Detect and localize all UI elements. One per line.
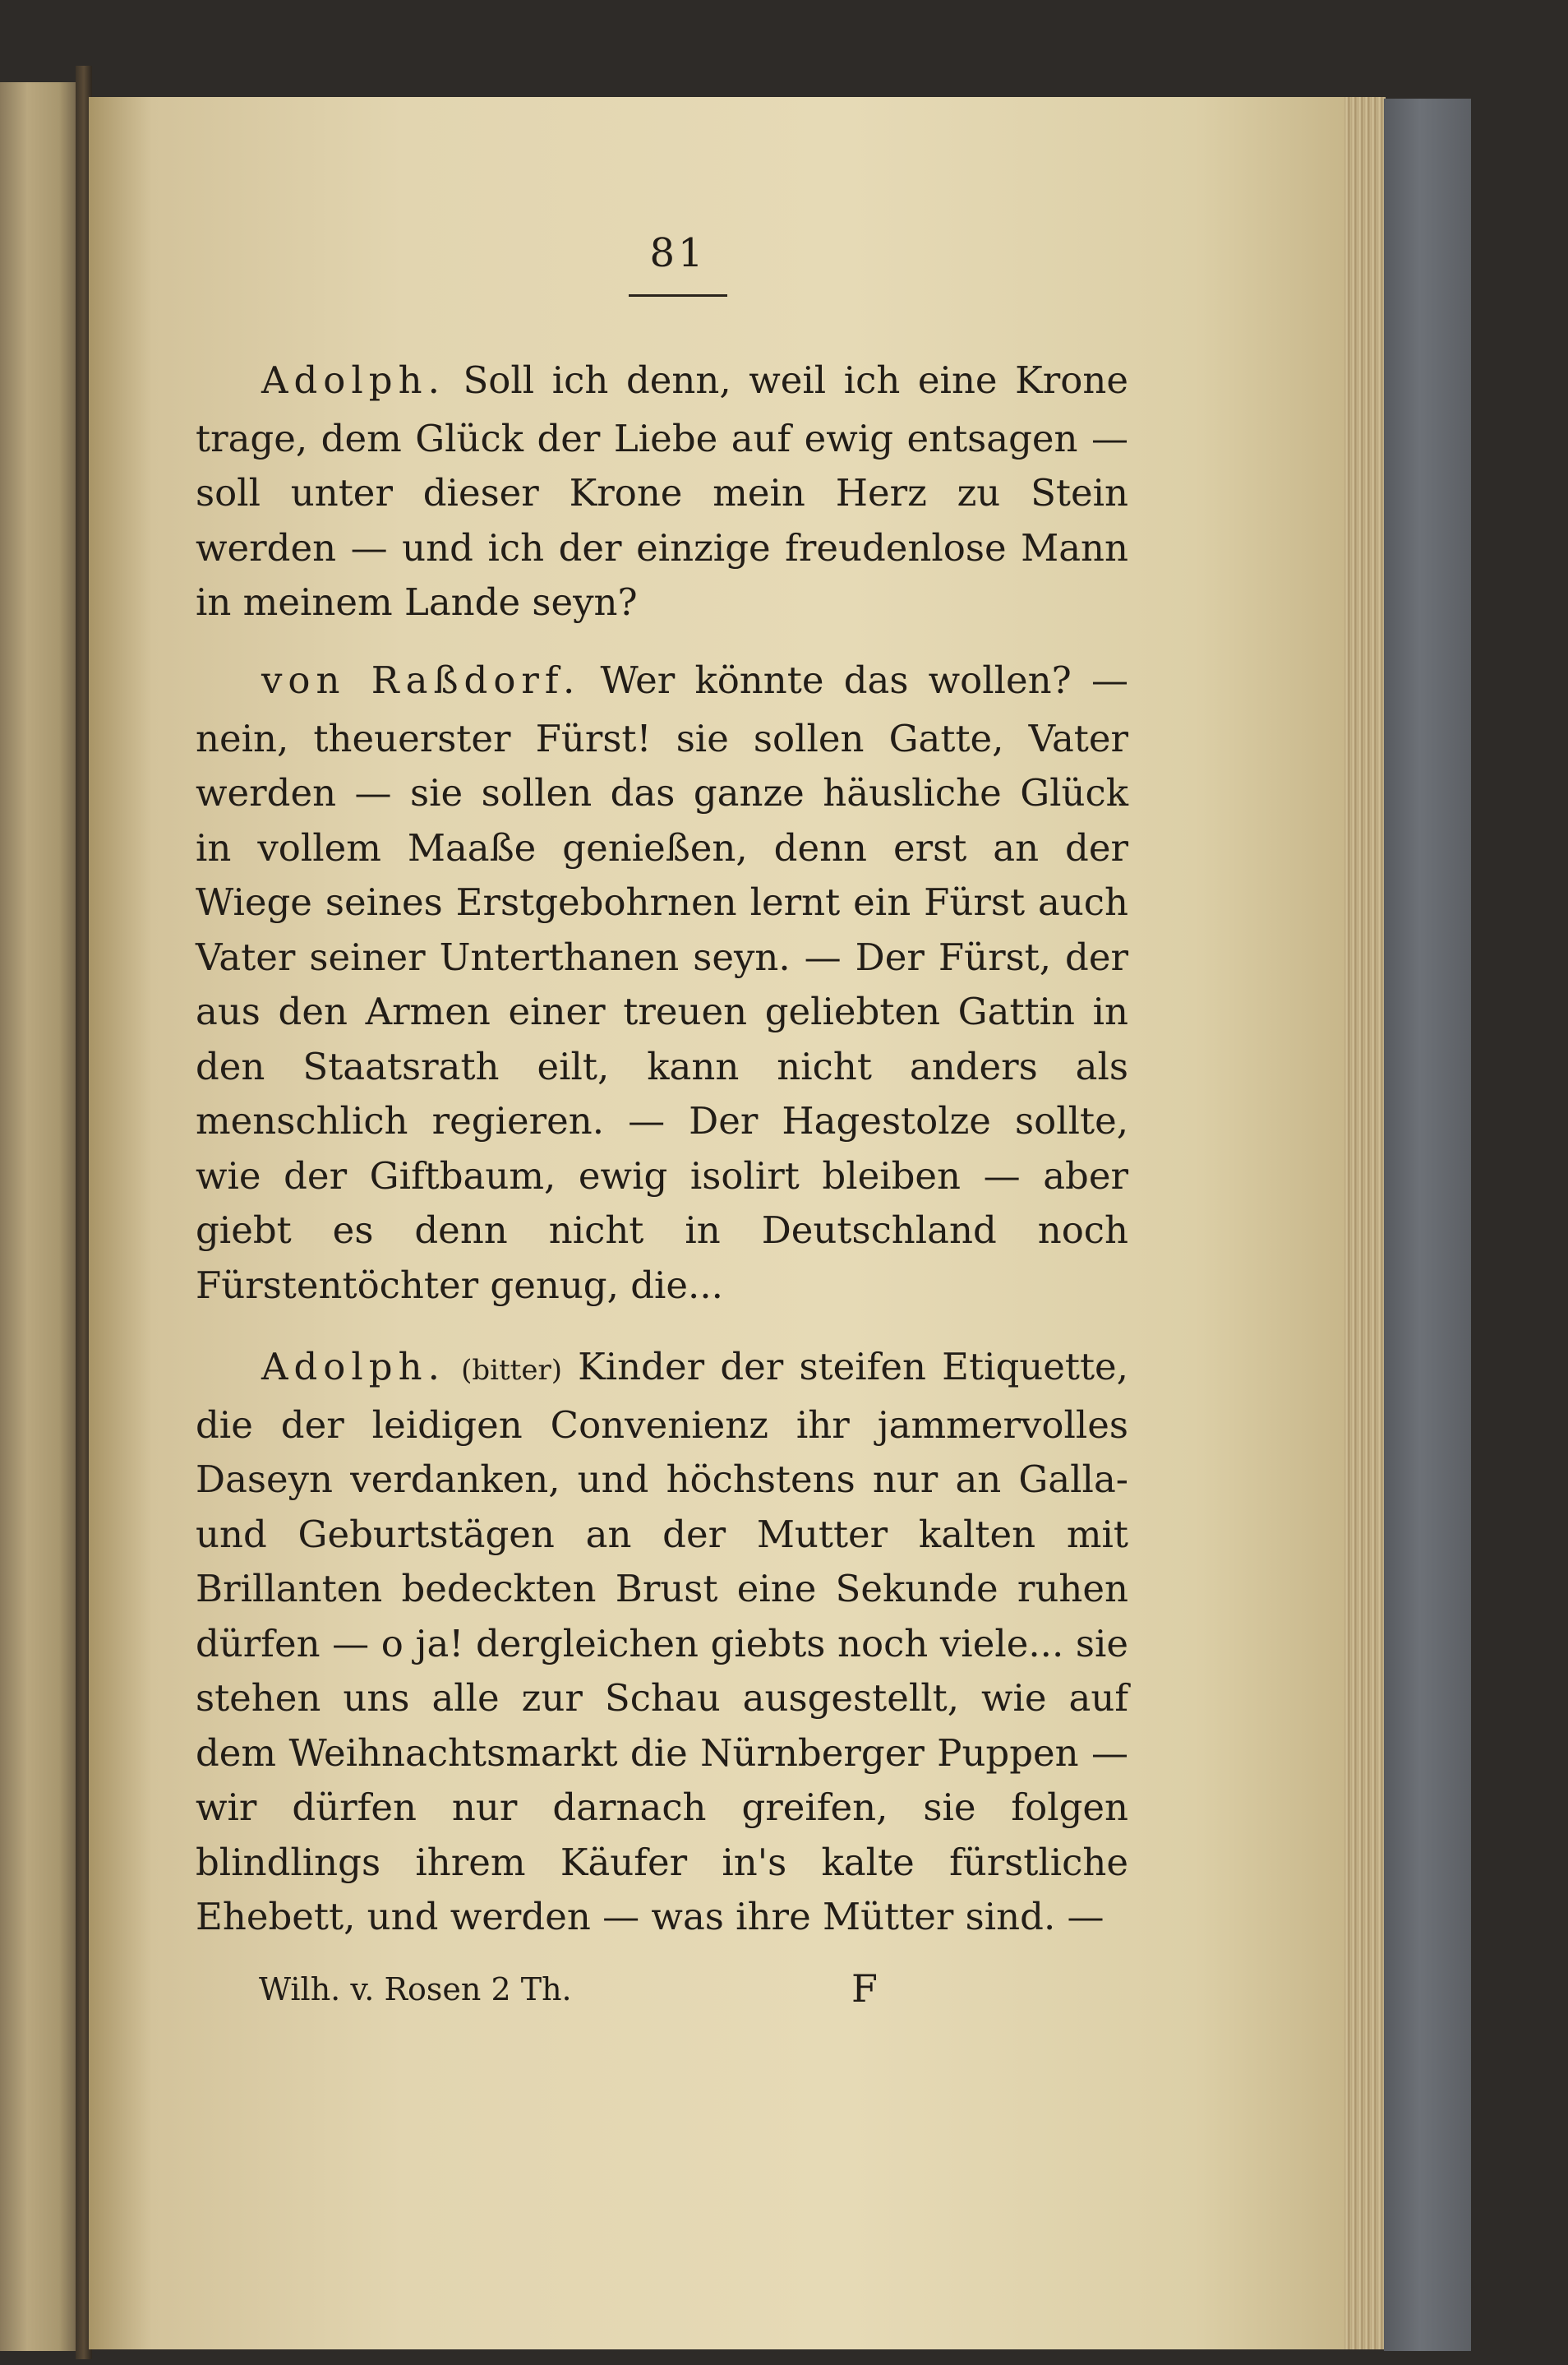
- page-number-rule: [629, 294, 727, 297]
- printer-signature: Wilh. v. Rosen 2 Th.: [259, 1971, 572, 2007]
- stage-direction: (bitter): [461, 1354, 562, 1387]
- facing-page-edge: [0, 82, 79, 2351]
- page-block-edges: [1344, 97, 1386, 2349]
- dialogue-paragraph: [196, 1340, 1128, 1945]
- dialogue-text: Wer könnte das wollen? — nein, theuerster Fürst! sie sollen Gatte, Vater werden — sie sollen das ganze häusliche Glück in vollem Maaße genießen, denn erst an der Wiege seines Erstgebohrnen lernt ein Fürst auch Vater seiner Unterthanen seyn. — Der Fürst, der aus den Armen einer treuen geliebten Gattin in den Staatsrath eilt, kann nicht anders als menschlich regieren. — Der Hagestolze sollte, wie der Giftbaum, ewig isolirt bleiben — aber giebt es denn nicht in Deutschland noch Fürstentöchter genug, die...: [196, 658, 1128, 1307]
- page-number: 81: [649, 230, 707, 276]
- background-edge: [1471, 0, 1568, 2365]
- sheet-signature-mark: F: [851, 1966, 878, 2011]
- dialogue-paragraph: [196, 353, 1128, 631]
- dialogue-text: Soll ich denn, weil ich eine Krone trage, dem Glück der Liebe auf ewig entsagen — soll unter dieser Krone mein Herz zu Stein werden — und ich der einzige freudenlose Mann in meinem Lande seyn?: [196, 358, 1128, 624]
- speaker-name: Adolph.: [261, 358, 445, 402]
- dialogue-paragraph: [196, 654, 1128, 1313]
- dialogue-text: Kinder der steifen Etiquette, die der leidigen Convenienz ihr jammervolles Daseyn verdanken, und höchstens nur an Galla- und Geburtstägen an der Mutter kalten mit Brillanten bedeckten Brust eine Sekunde ruhen dürfen — o ja! dergleichen giebts noch viele... sie stehen uns alle zur Schau ausgestellt, wie auf dem Weihnachtsmarkt die Nürnberger Puppen — wir dürfen nur darnach greifen, sie folgen blindlings ihrem Käufer in's kalte fürstliche Ehebett, und werden — was ihre Mütter sind. —: [196, 1345, 1128, 1938]
- book-cover-board: [1384, 99, 1474, 2351]
- speaker-name: Adolph.: [261, 1345, 445, 1388]
- speaker-name: von Raßdorf.: [261, 658, 581, 702]
